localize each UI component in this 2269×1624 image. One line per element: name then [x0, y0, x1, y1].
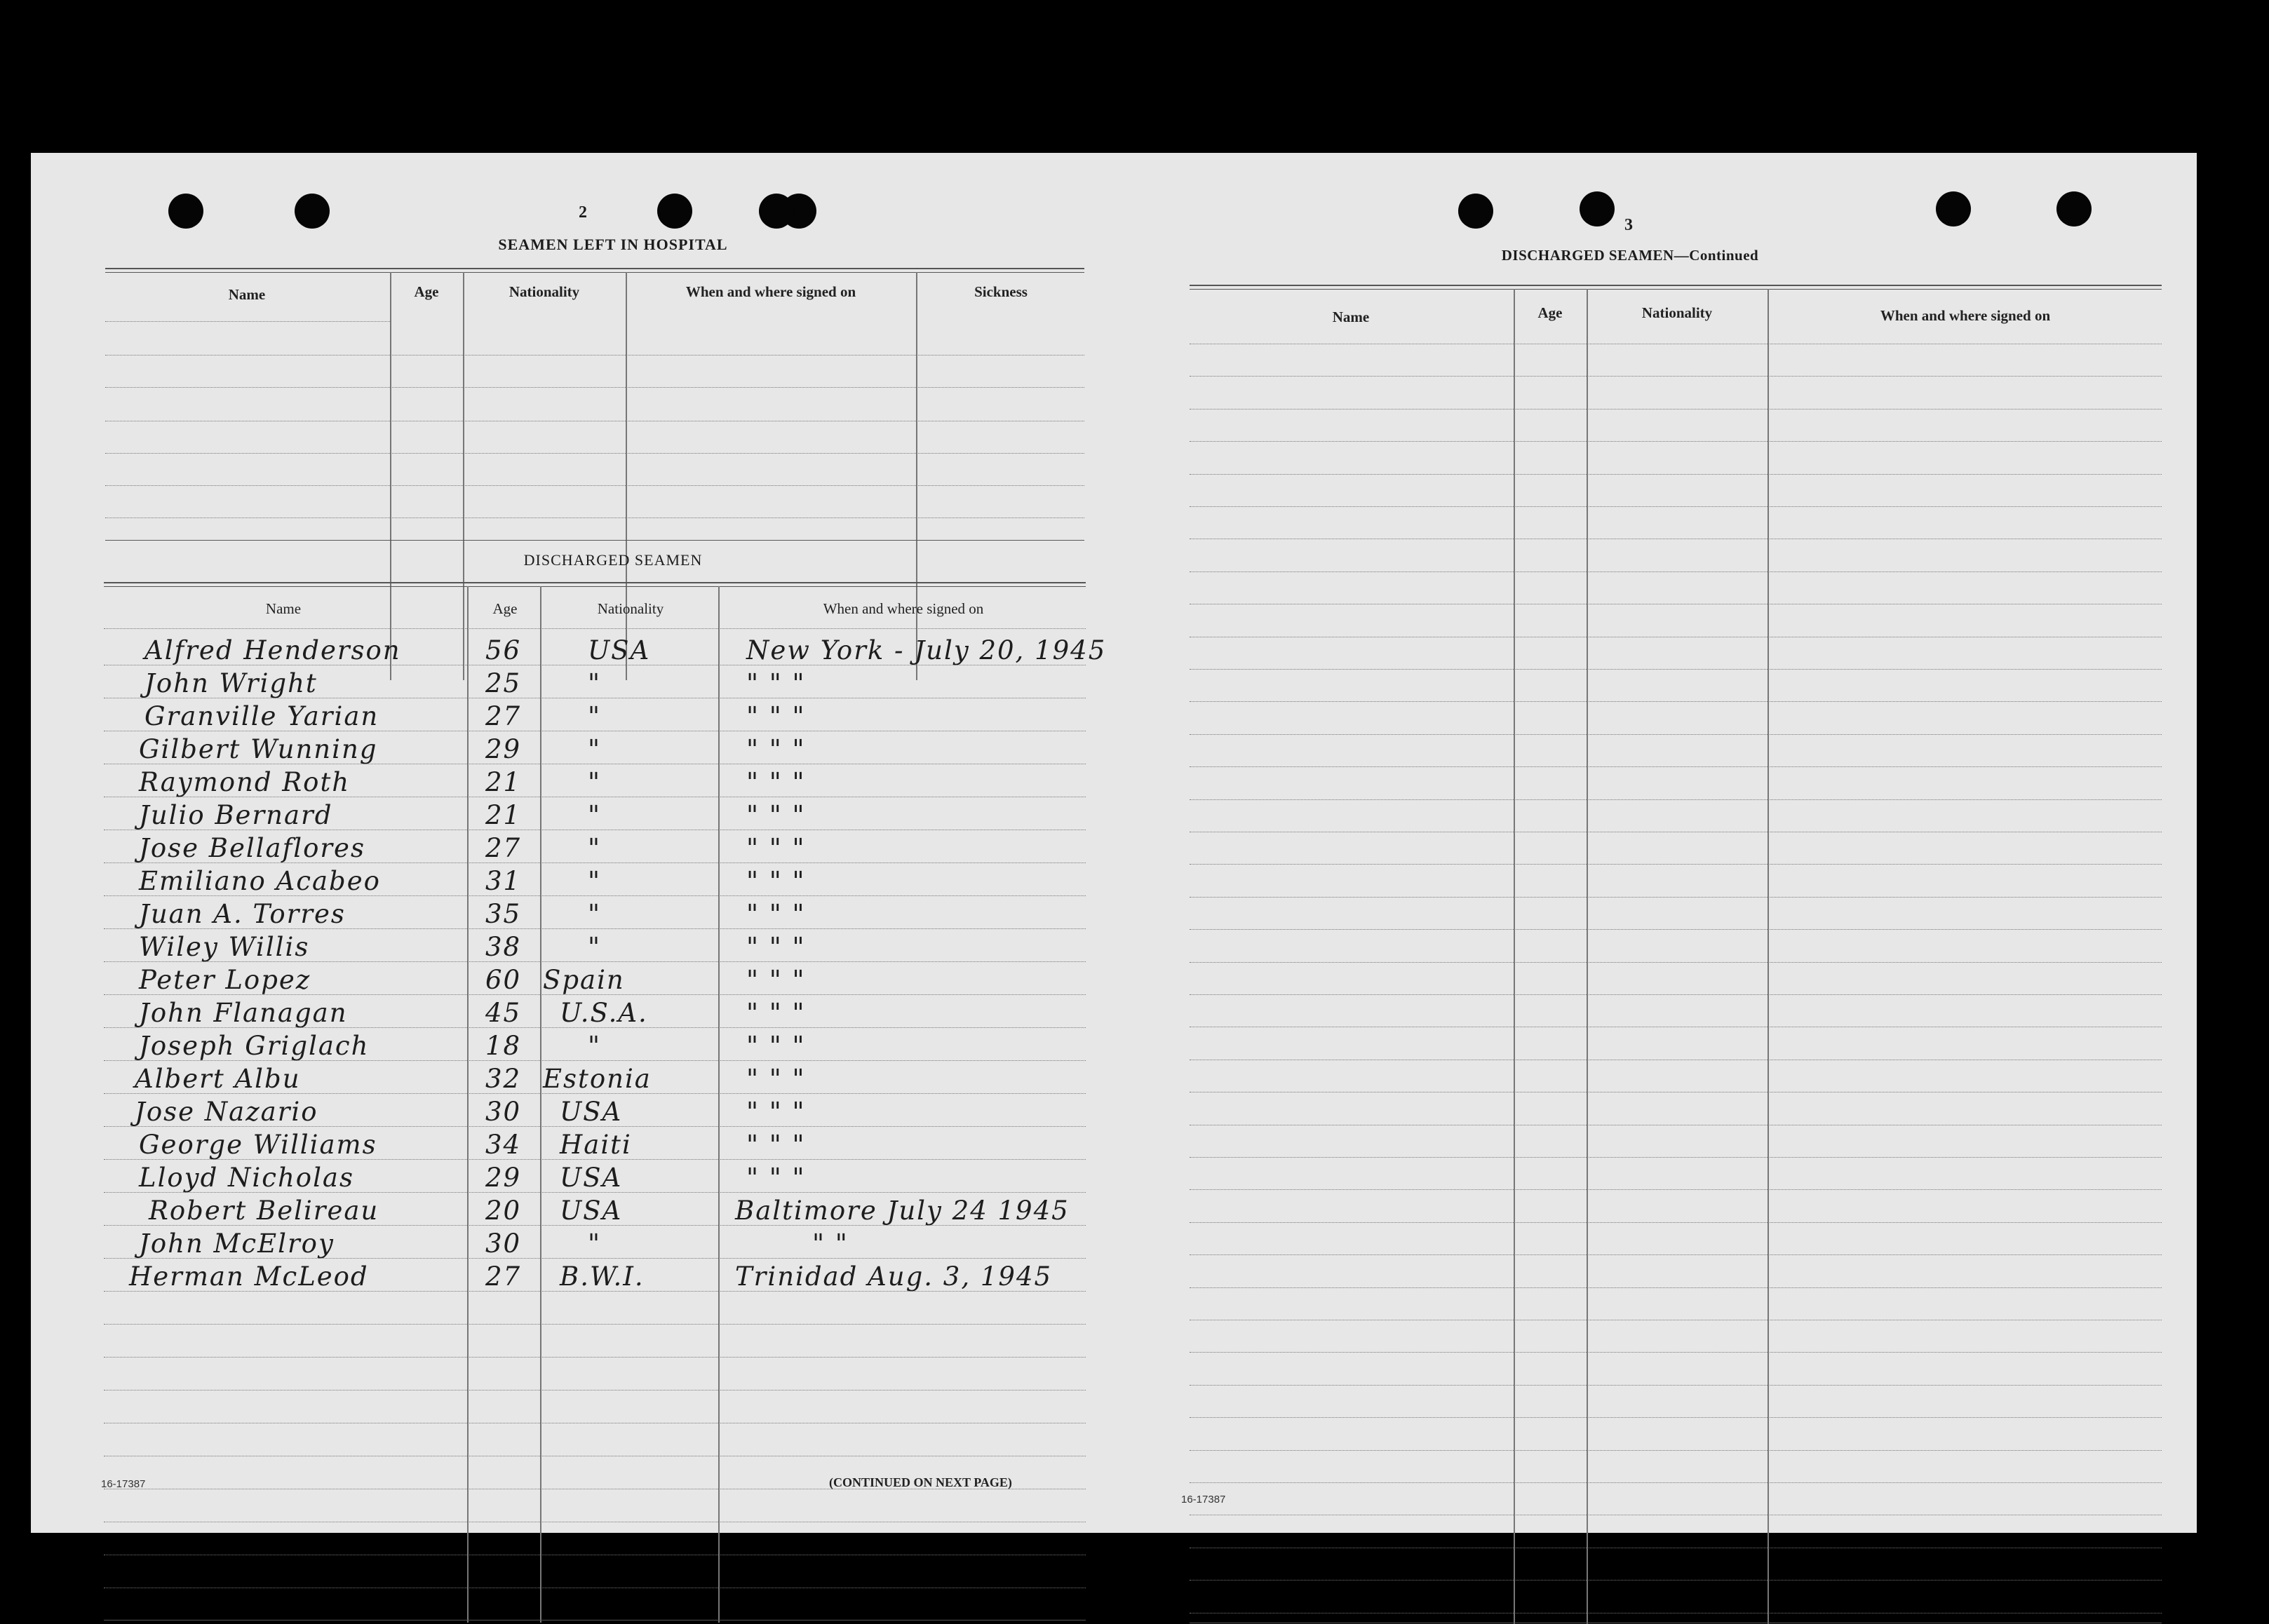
seaman-nationality: Estonia	[543, 1064, 652, 1094]
ruled-line	[104, 1093, 1086, 1094]
seaman-name: Granville Yarian	[144, 701, 379, 731]
seaman-age: 18	[485, 1031, 522, 1061]
seaman-name: Juan A. Torres	[139, 899, 346, 929]
seaman-nationality: USA	[588, 635, 651, 665]
table-row	[104, 863, 1086, 896]
punch-hole	[1936, 191, 1971, 226]
table-row	[104, 698, 1086, 731]
seaman-age: 31	[485, 866, 522, 896]
seaman-nationality: "	[588, 1229, 602, 1259]
ruled-line	[1190, 1482, 2162, 1483]
ruled-line	[104, 1159, 1086, 1160]
ruled-line	[1190, 441, 2162, 442]
seaman-name: Raymond Roth	[139, 767, 351, 797]
ruled-line	[104, 961, 1086, 962]
seaman-age: 27	[485, 701, 522, 731]
seaman-age: 25	[485, 668, 522, 698]
ruled-line	[1190, 506, 2162, 507]
seaman-nationality: "	[588, 767, 602, 797]
seaman-age: 45	[485, 998, 522, 1028]
seaman-age: 29	[485, 1163, 522, 1193]
seaman-age: 27	[485, 833, 522, 863]
ruled-line	[104, 1027, 1086, 1028]
seaman-signed-on: Trinidad Aug. 3, 1945	[735, 1261, 1053, 1292]
seaman-age: 32	[485, 1064, 522, 1094]
seaman-name: Emiliano Acabeo	[139, 866, 381, 896]
seaman-age: 21	[485, 800, 522, 830]
ruled-line	[1190, 1189, 2162, 1190]
seaman-name: Herman McLeod	[129, 1261, 369, 1292]
seaman-signed-on: " " "	[746, 1097, 806, 1127]
seaman-age: 56	[485, 635, 522, 665]
hospital-header-name: Name	[228, 286, 266, 303]
punch-hole	[1458, 194, 1493, 229]
seaman-signed-on: Baltimore July 24 1945	[735, 1196, 1070, 1226]
ruled-line	[104, 895, 1086, 896]
table-row	[104, 764, 1086, 797]
table-row	[104, 731, 1086, 764]
seaman-name: Lloyd Nicholas	[139, 1163, 354, 1193]
seaman-signed-on: " " "	[746, 800, 806, 830]
discharged-header-age: Age	[492, 600, 518, 617]
seaman-nationality: "	[588, 866, 602, 896]
table-row	[104, 665, 1086, 698]
seaman-age: 20	[485, 1196, 522, 1226]
right-header-signed-on: When and where signed on	[1880, 307, 2051, 324]
seaman-signed-on: New York - July 20, 1945	[746, 635, 1107, 665]
hospital-header-signed-on: When and where signed on	[685, 283, 856, 300]
seaman-nationality: "	[588, 932, 602, 962]
hospital-title: SEAMEN LEFT IN HOSPITAL	[498, 236, 728, 253]
ruled-line	[1190, 1417, 2162, 1418]
seaman-nationality: USA	[560, 1196, 623, 1226]
continued-note: (CONTINUED ON NEXT PAGE)	[829, 1475, 1012, 1489]
seaman-signed-on: " " "	[746, 1163, 806, 1193]
table-row	[104, 1259, 1086, 1292]
ruled-line	[1190, 1287, 2162, 1288]
right-header-name: Name	[1332, 309, 1370, 325]
ruled-line	[104, 1324, 1086, 1325]
seaman-age: 60	[485, 965, 522, 995]
seaman-signed-on: " " "	[746, 866, 806, 896]
seaman-name: Julio Bernard	[139, 800, 333, 830]
table-row	[104, 1160, 1086, 1193]
ruled-line	[104, 1291, 1086, 1292]
hospital-header-nationality: Nationality	[509, 283, 580, 300]
ruled-line	[104, 862, 1086, 863]
ruled-line	[1190, 701, 2162, 702]
seaman-signed-on: " " "	[746, 932, 806, 962]
discharged-header-signed-on: When and where signed on	[823, 600, 984, 617]
seaman-nationality: Spain	[543, 965, 625, 995]
left-page-number: 2	[579, 203, 587, 222]
seaman-signed-on: " " "	[746, 899, 806, 929]
seaman-signed-on: " " "	[746, 998, 806, 1028]
ruled-line	[1190, 962, 2162, 963]
ruled-line	[104, 1192, 1086, 1193]
punch-hole	[2056, 191, 2092, 226]
seaman-name: Alfred Henderson	[144, 635, 401, 665]
ruled-line	[1190, 409, 2162, 410]
seaman-nationality: USA	[560, 1097, 623, 1127]
ruled-line	[104, 1258, 1086, 1259]
seaman-name: Joseph Griglach	[139, 1031, 370, 1061]
ruled-line	[1190, 1450, 2162, 1451]
table-row	[104, 1193, 1086, 1226]
seaman-nationality: USA	[560, 1163, 623, 1193]
ruled-line	[1190, 669, 2162, 670]
seaman-nationality: Haiti	[560, 1130, 632, 1160]
document-page	[31, 153, 2197, 1533]
left-form-number: 16-17387	[101, 1478, 146, 1490]
seaman-signed-on: " " "	[746, 1031, 806, 1061]
ruled-line	[104, 1225, 1086, 1226]
seaman-name: John Flanagan	[139, 998, 348, 1028]
ruled-line	[1190, 1222, 2162, 1223]
seaman-nationality: "	[588, 734, 602, 764]
seaman-name: Albert Albu	[135, 1064, 301, 1094]
seaman-signed-on: " " "	[746, 767, 806, 797]
ruled-line	[104, 1357, 1086, 1358]
ruled-line	[1190, 994, 2162, 995]
seaman-nationality: "	[588, 800, 602, 830]
ruled-line	[1190, 474, 2162, 475]
seaman-signed-on: " " "	[746, 1130, 806, 1160]
seaman-nationality: "	[588, 701, 602, 731]
ruled-line	[1190, 571, 2162, 572]
hospital-header-sickness: Sickness	[974, 283, 1028, 300]
seaman-name: Gilbert Wunning	[139, 734, 378, 764]
table-row	[104, 830, 1086, 863]
ruled-line	[1190, 376, 2162, 377]
ruled-line	[104, 1060, 1086, 1061]
seaman-name: Jose Nazario	[135, 1097, 318, 1127]
seaman-name: John McElroy	[139, 1229, 335, 1259]
seaman-nationality: "	[588, 833, 602, 863]
seaman-name: Wiley Willis	[139, 932, 310, 962]
table-row	[104, 1028, 1086, 1061]
seaman-signed-on: " " "	[746, 701, 806, 731]
right-page-number: 3	[1624, 216, 1633, 234]
seaman-age: 38	[485, 932, 522, 962]
right-title: DISCHARGED SEAMEN—Continued	[1501, 247, 1759, 264]
ruled-line	[1190, 1385, 2162, 1386]
ruled-line	[104, 928, 1086, 929]
seaman-age: 34	[485, 1130, 522, 1160]
punch-hole	[295, 194, 330, 229]
punch-hole	[759, 194, 794, 229]
seaman-name: Peter Lopez	[139, 965, 311, 995]
table-row	[104, 1226, 1086, 1259]
seaman-nationality: U.S.A.	[560, 998, 648, 1028]
ruled-line	[1190, 799, 2162, 800]
table-row	[104, 1061, 1086, 1094]
table-row	[104, 995, 1086, 1028]
table-row	[104, 1127, 1086, 1160]
seaman-signed-on: " " "	[746, 1064, 806, 1094]
seaman-nationality: "	[588, 1031, 602, 1061]
ruled-line	[1190, 897, 2162, 898]
ruled-line	[1190, 766, 2162, 767]
ruled-line	[1190, 1254, 2162, 1255]
seaman-name: Robert Belireau	[149, 1196, 379, 1226]
discharged-header-name: Name	[265, 600, 302, 617]
punch-hole	[168, 194, 203, 229]
seaman-nationality: "	[588, 899, 602, 929]
table-row	[104, 962, 1086, 995]
seaman-age: 21	[485, 767, 522, 797]
seaman-signed-on: " "	[812, 1229, 849, 1259]
seaman-name: Jose Bellaflores	[139, 833, 365, 863]
hospital-header-age: Age	[414, 283, 439, 300]
discharged-header-nationality: Nationality	[597, 600, 664, 617]
discharged-title: DISCHARGED SEAMEN	[523, 551, 703, 569]
table-row	[104, 632, 1107, 665]
ruled-line	[1190, 1157, 2162, 1158]
punch-hole	[657, 194, 692, 229]
ruled-line	[1190, 734, 2162, 735]
ruled-line	[1190, 929, 2162, 930]
seaman-signed-on: " " "	[746, 965, 806, 995]
seaman-age: 29	[485, 734, 522, 764]
ruled-line	[104, 994, 1086, 995]
table-row	[104, 896, 1086, 929]
table-row	[104, 929, 1086, 962]
ruled-line	[1190, 1580, 2162, 1581]
seaman-name: George Williams	[139, 1130, 377, 1160]
seaman-name: John Wright	[144, 668, 318, 698]
ruled-line	[104, 1126, 1086, 1127]
seaman-age: 35	[485, 899, 522, 929]
table-row	[104, 1094, 1086, 1127]
right-form-number: 16-17387	[1181, 1494, 1226, 1505]
seaman-signed-on: " " "	[746, 734, 806, 764]
right-header-nationality: Nationality	[1641, 304, 1713, 321]
seaman-age: 27	[485, 1261, 522, 1292]
ruled-line	[1190, 864, 2162, 865]
seaman-nationality: "	[588, 668, 602, 698]
seaman-signed-on: " " "	[746, 668, 806, 698]
ruled-line	[1190, 1352, 2162, 1353]
right-header-age: Age	[1537, 304, 1563, 321]
table-row	[104, 797, 1086, 830]
seaman-signed-on: " " "	[746, 833, 806, 863]
seaman-age: 30	[485, 1097, 522, 1127]
seaman-nationality: B.W.I.	[560, 1261, 645, 1292]
seaman-age: 30	[485, 1229, 522, 1259]
